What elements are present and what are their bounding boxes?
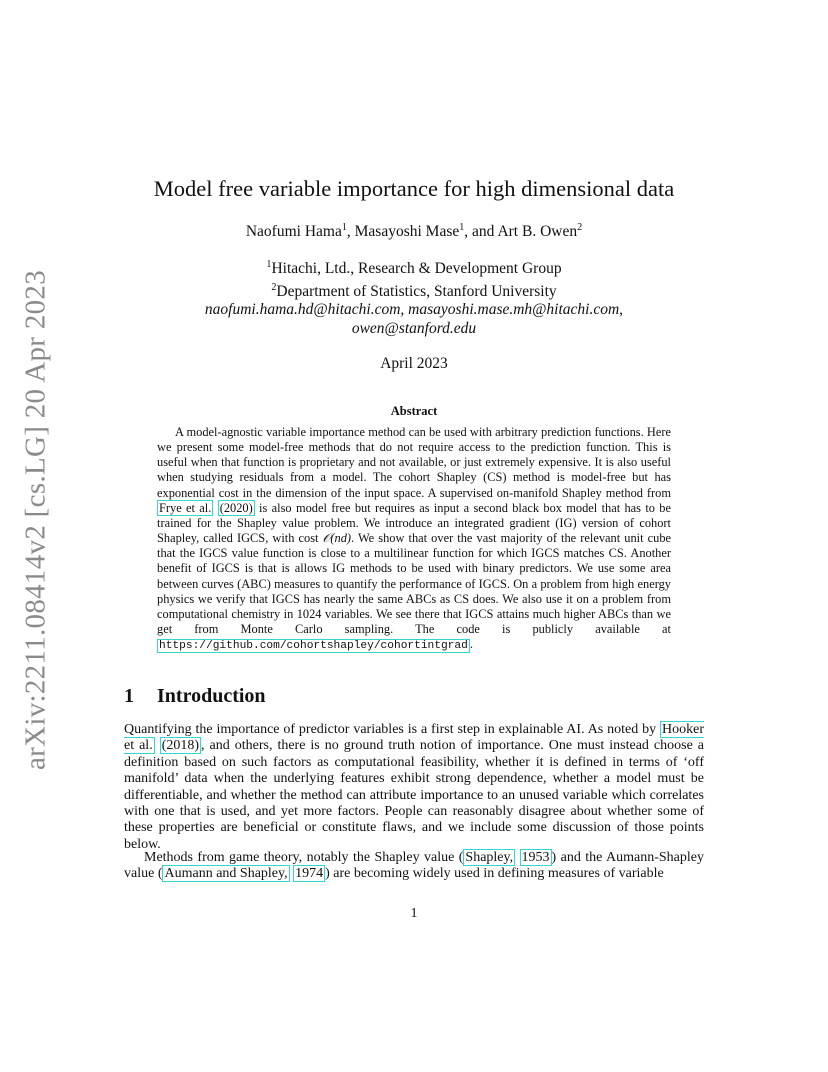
affiliation-text: Hitachi, Ltd., Research & Development Group xyxy=(271,260,562,278)
author-emails: naofumi.hama.hd@hitachi.com, masayoshi.mase.mh@hitachi.com, xyxy=(204,301,624,319)
affiliation-line xyxy=(124,279,704,302)
section-number: 1 xyxy=(124,685,134,707)
section-heading xyxy=(124,685,266,708)
author-emails: owen@stanford.edu xyxy=(351,319,477,337)
affiliation-mark: 1 xyxy=(341,222,347,233)
author-name: Art B. Owen xyxy=(497,223,578,241)
author-list xyxy=(124,222,704,241)
author-separator: , and xyxy=(464,223,498,241)
math-expression: 𝒪(nd) xyxy=(322,531,352,546)
affiliation-mark: 2 xyxy=(271,281,277,293)
affiliation-mark: 1 xyxy=(459,222,465,233)
affiliation-mark: 1 xyxy=(266,259,272,270)
citation-link[interactable]: 1953 xyxy=(521,850,550,865)
citation-link[interactable]: Frye et al. xyxy=(159,500,212,515)
publication-date: April 2023 xyxy=(380,355,448,372)
affiliation-text: Department of Statistics, Stanford University xyxy=(276,282,557,300)
abstract-body: A model-agnostic variable importance method can be used with arbitrary prediction functions. Here we present some model-free methods that do not require access to the prediction function. This is useful when that function is proprietary and not available, or just extremely expensive. It is also useful when studying residuals from a model. The cohort Shapley (CS) method is model-free but has exponential cost in the dimension of the input space. A supervised on-manifold Shapley method from Frye et al. (2020) is also model free but requires as input a second black box model that has to be trained for the Shapley value problem. We introduce an integrated gradient (IG) version of cohort Shapley, called IGCS, with cost 𝒪(nd). We show that over the vast majority of the relevant unit cube that the IGCS value function is close to a multilinear function for which IGCS matches CS. Another benefit of IGCS is that is allows IG methods to be used with binary predictors. We use some area between curves (ABC) measures to quantify the performance of IGCS. On a problem from high energy physics we verify that IGCS has nearly the same ABCs as CS does. We also use it on a problem from computational chemistry in 1024 variables. We see there that IGCS attains much higher ABCs than we get from Monte Carlo sampling. The code is publicly available at https://github.com/cohortshapley/cohortintgrad . xyxy=(157,425,672,653)
page-number: 1 xyxy=(410,906,418,921)
abstract-heading: Abstract xyxy=(390,404,438,418)
intro-paragraph: Quantifying the importance of predictor variables is a first step in explainable AI. As noted by Hooker et al. (2018) , and others, there is no ground truth notion of importance. One must instead choose a definition based on such factors as computational feasibility, whether it is defined in terms of ‘off manifold’ data when the underlying features exhibit strong dependence, whether a model must be differentiable, and whether the method can attribute importance to an unused variable which correlates with one that is used, and yet more factors. People can reasonably disagree about whether some of these properties are beneficial or constitute flaws, and we include some discussion of those points below. xyxy=(124,722,704,852)
intro-paragraph: Methods from game theory, notably the Shapley value ( Shapley, 1953 ) and the Aumann-Shapley value ( Aumann and Shapley, 1974 ) are becoming widely used in defining measures of variable xyxy=(124,850,704,882)
code-url-link[interactable]: https://github.com/cohortshapley/cohortintgrad xyxy=(159,640,468,653)
citation-link[interactable]: 1974 xyxy=(295,866,324,882)
citation-link[interactable]: (2018) xyxy=(161,738,200,754)
affiliation-line xyxy=(124,256,704,279)
author-name: Masayoshi Mase xyxy=(354,223,460,241)
author-separator: , xyxy=(346,223,355,241)
affiliations xyxy=(124,256,704,338)
citation-link[interactable]: Aumann and Shapley, xyxy=(164,866,288,882)
paper-title: Model free variable importance for high dimensional data xyxy=(153,176,675,201)
citation-link[interactable]: (2020) xyxy=(219,500,253,515)
arxiv-identifier: arXiv:2211.08414v2 [cs.LG] 20 Apr 2023 xyxy=(19,269,52,771)
citation-link[interactable]: Hooker et al. xyxy=(124,722,704,754)
author-name: Naofumi Hama xyxy=(245,223,342,241)
affiliation-mark: 2 xyxy=(577,222,583,233)
citation-link[interactable]: Shapley, xyxy=(465,850,514,865)
section-title: Introduction xyxy=(157,685,266,707)
